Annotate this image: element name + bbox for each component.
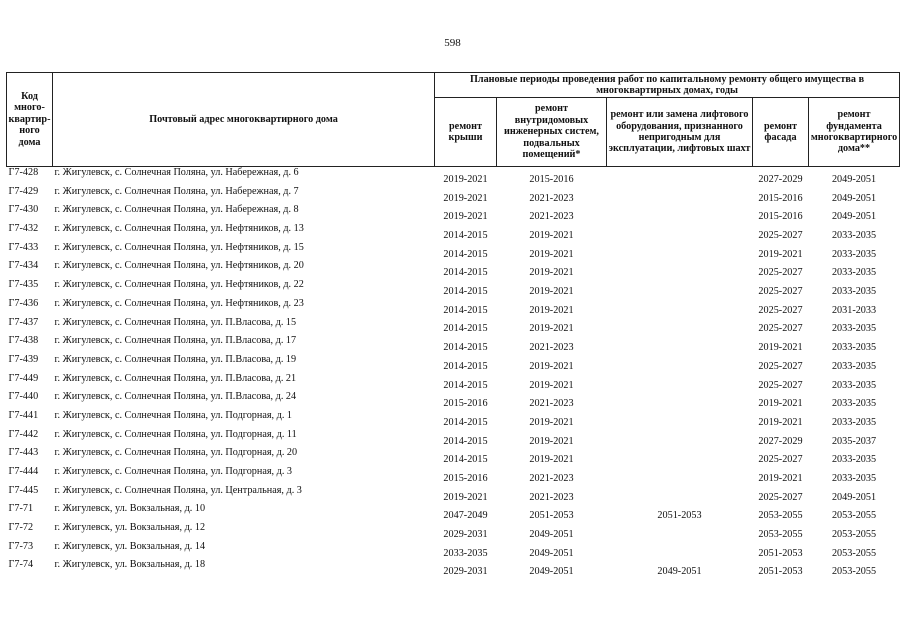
house-code: Г7-74 <box>8 559 34 571</box>
roof-period: 2029-2031 <box>443 566 488 578</box>
roof-period: 2014-2015 <box>443 323 488 335</box>
foundation-period: 2031-2033 <box>831 304 877 316</box>
lift-period <box>607 242 753 261</box>
table-row <box>7 373 900 392</box>
foundation-period: 2049-2051 <box>831 192 877 204</box>
house-address: г. Жигулевск, с. Солнечная Поляна, ул. Нефтяников, д. 13 <box>54 223 304 235</box>
house-code: Г7-440 <box>8 391 39 403</box>
foundation-period: 2053-2055 <box>831 510 877 522</box>
roof-period: 2014-2015 <box>443 379 488 391</box>
header-roof: ремонт крыши <box>435 98 497 167</box>
facade-period: 2019-2021 <box>758 416 803 428</box>
table-row <box>7 279 900 298</box>
facade-period: 2051-2053 <box>758 547 803 559</box>
house-address: г. Жигулевск, с. Солнечная Поляна, ул. Набережная, д. 8 <box>54 204 299 216</box>
header-address: Почтовый адрес многоквартирного дома <box>53 73 435 167</box>
facade-period: 2015-2016 <box>758 211 803 223</box>
foundation-period: 2049-2051 <box>831 211 877 223</box>
lift-period <box>607 279 753 298</box>
house-address: г. Жигулевск, с. Солнечная Поляна, ул. П.Власова, д. 19 <box>54 353 297 365</box>
systems-period: 2019-2021 <box>529 323 574 335</box>
lift-period <box>607 335 753 354</box>
lift-period <box>607 466 753 485</box>
page-number: 598 <box>444 37 461 49</box>
systems-period: 2019-2021 <box>529 416 574 428</box>
roof-period: 2029-2031 <box>443 529 488 541</box>
foundation-period: 2033-2035 <box>831 286 877 298</box>
house-code: Г7-71 <box>8 503 34 515</box>
table-row <box>7 485 900 504</box>
table-row <box>7 260 900 279</box>
roof-period: 2019-2021 <box>443 173 488 185</box>
house-address: г. Жигулевск, ул. Вокзальная, д. 18 <box>54 559 206 571</box>
roof-period: 2014-2015 <box>443 360 488 372</box>
facade-period: 2053-2055 <box>758 529 803 541</box>
systems-period: 2015-2016 <box>529 173 574 185</box>
lift-period: 2051-2053 <box>657 510 702 522</box>
foundation-period: 2033-2035 <box>831 360 877 372</box>
roof-period: 2015-2016 <box>443 398 488 410</box>
house-address: г. Жигулевск, с. Солнечная Поляна, ул. Подгорная, д. 1 <box>54 409 293 421</box>
house-address: г. Жигулевск, с. Солнечная Поляна, ул. Подгорная, д. 11 <box>54 428 297 440</box>
house-address: г. Жигулевск, с. Солнечная Поляна, ул. Нефтяников, д. 23 <box>54 297 304 309</box>
house-address: г. Жигулевск, с. Солнечная Поляна, ул. Центральная, д. 3 <box>54 484 302 496</box>
roof-period: 2014-2015 <box>443 230 488 242</box>
house-address: г. Жигулевск, с. Солнечная Поляна, ул. П.Власова, д. 24 <box>54 391 297 403</box>
table-row <box>7 447 900 466</box>
facade-period: 2027-2029 <box>758 435 803 447</box>
house-code: Г7-437 <box>8 316 39 328</box>
roof-period: 2014-2015 <box>443 435 488 447</box>
systems-period: 2019-2021 <box>529 248 574 260</box>
systems-period: 2021-2023 <box>529 342 574 354</box>
table-row <box>7 466 900 485</box>
house-address: г. Жигулевск, с. Солнечная Поляна, ул. П.Власова, д. 17 <box>54 335 297 347</box>
lift-period <box>607 167 753 186</box>
systems-period: 2021-2023 <box>529 211 574 223</box>
table-body <box>7 167 900 579</box>
table-row <box>7 559 900 578</box>
header-code: Код много-квартир-ного дома <box>7 73 53 167</box>
facade-period: 2025-2027 <box>758 491 803 503</box>
house-code: Г7-444 <box>8 466 39 477</box>
house-code: Г7-441 <box>8 409 39 421</box>
roof-period: 2014-2015 <box>443 248 488 260</box>
facade-period: 2053-2055 <box>758 510 803 522</box>
facade-period: 2019-2021 <box>758 398 803 410</box>
house-address: г. Жигулевск, с. Солнечная Поляна, ул. Подгорная, д. 20 <box>54 447 298 459</box>
facade-period: 2025-2027 <box>758 286 803 298</box>
facade-period: 2025-2027 <box>758 304 803 316</box>
house-code: Г7-433 <box>8 241 39 253</box>
house-code: Г7-439 <box>8 353 39 365</box>
lift-period <box>607 186 753 205</box>
roof-period: 2033-2035 <box>443 547 488 559</box>
systems-period: 2019-2021 <box>529 454 574 466</box>
roof-period: 2014-2015 <box>443 304 488 316</box>
table-row <box>7 335 900 354</box>
table-row <box>7 429 900 448</box>
header-group-title: Плановые периоды проведения работ по капитальному ремонту общего имущества в многоквартирных домах, годы <box>435 73 900 98</box>
table-row <box>7 541 900 560</box>
lift-period <box>607 485 753 504</box>
house-code: Г7-434 <box>8 260 39 272</box>
roof-period: 2014-2015 <box>443 454 488 466</box>
roof-period: 2019-2021 <box>443 211 488 223</box>
systems-period: 2019-2021 <box>529 379 574 391</box>
house-code: Г7-428 <box>8 167 39 178</box>
facade-period: 2025-2027 <box>758 360 803 372</box>
systems-period: 2019-2021 <box>529 304 574 316</box>
table-row <box>7 410 900 429</box>
header-foundation: ремонт фундамента многоквартирного дома** <box>809 98 900 167</box>
systems-period: 2049-2051 <box>529 529 574 541</box>
systems-period: 2049-2051 <box>529 547 574 559</box>
table-row <box>7 354 900 373</box>
table-row <box>7 223 900 242</box>
lift-period <box>607 410 753 429</box>
facade-period: 2051-2053 <box>758 566 803 578</box>
house-address: г. Жигулевск, ул. Вокзальная, д. 10 <box>54 503 206 515</box>
lift-period <box>607 298 753 317</box>
house-code: Г7-429 <box>8 185 39 197</box>
lift-period <box>607 260 753 279</box>
systems-period: 2021-2023 <box>529 472 574 484</box>
roof-period: 2015-2016 <box>443 472 488 484</box>
facade-period: 2025-2027 <box>758 454 803 466</box>
house-code: Г7-72 <box>8 522 34 534</box>
systems-period: 2019-2021 <box>529 267 574 279</box>
foundation-period: 2053-2055 <box>831 547 877 559</box>
foundation-period: 2033-2035 <box>831 379 877 391</box>
house-address: г. Жигулевск, с. Солнечная Поляна, ул. Набережная, д. 7 <box>54 185 299 197</box>
house-address: г. Жигулевск, с. Солнечная Поляна, ул. Нефтяников, д. 15 <box>54 241 304 253</box>
house-code: Г7-432 <box>8 223 39 235</box>
house-code: Г7-436 <box>8 297 39 309</box>
house-address: г. Жигулевск, с. Солнечная Поляна, ул. П.Власова, д. 15 <box>54 316 297 328</box>
roof-period: 2019-2021 <box>443 192 488 204</box>
table-row <box>7 298 900 317</box>
roof-period: 2014-2015 <box>443 416 488 428</box>
house-code: Г7-435 <box>8 279 39 291</box>
lift-period <box>607 354 753 373</box>
foundation-period: 2035-2037 <box>831 435 877 447</box>
house-address: г. Жигулевск, с. Солнечная Поляна, ул. Набережная, д. 6 <box>54 167 299 178</box>
house-code: Г7-442 <box>8 428 39 440</box>
facade-period: 2025-2027 <box>758 230 803 242</box>
foundation-period: 2033-2035 <box>831 454 877 466</box>
table-row <box>7 186 900 205</box>
foundation-period: 2033-2035 <box>831 267 877 279</box>
lift-period: 2049-2051 <box>657 566 702 578</box>
lift-period <box>607 373 753 392</box>
facade-period: 2027-2029 <box>758 173 803 185</box>
house-code: Г7-443 <box>8 447 39 459</box>
lift-period <box>607 391 753 410</box>
house-code: Г7-445 <box>8 484 39 496</box>
lift-period <box>607 317 753 336</box>
house-code: Г7-438 <box>8 335 39 347</box>
roof-period: 2014-2015 <box>443 342 488 354</box>
table-row <box>7 317 900 336</box>
foundation-period: 2033-2035 <box>831 230 877 242</box>
foundation-period: 2033-2035 <box>831 248 877 260</box>
systems-period: 2021-2023 <box>529 192 574 204</box>
facade-period: 2025-2027 <box>758 323 803 335</box>
foundation-period: 2049-2051 <box>831 173 877 185</box>
table-row <box>7 522 900 541</box>
house-code: Г7-73 <box>8 540 34 552</box>
house-address: г. Жигулевск, ул. Вокзальная, д. 12 <box>54 522 206 534</box>
lift-period <box>607 522 753 541</box>
house-code: Г7-449 <box>8 372 39 384</box>
house-address: г. Жигулевск, ул. Вокзальная, д. 14 <box>54 540 206 552</box>
facade-period: 2019-2021 <box>758 472 803 484</box>
foundation-period: 2049-2051 <box>831 491 877 503</box>
lift-period <box>607 204 753 223</box>
house-address: г. Жигулевск, с. Солнечная Поляна, ул. Нефтяников, д. 20 <box>54 260 304 272</box>
table-row <box>7 204 900 223</box>
systems-period: 2021-2023 <box>529 491 574 503</box>
foundation-period: 2033-2035 <box>831 472 877 484</box>
foundation-period: 2053-2055 <box>831 566 877 578</box>
facade-period: 2025-2027 <box>758 379 803 391</box>
lift-period <box>607 447 753 466</box>
table-row <box>7 391 900 410</box>
lift-period <box>607 223 753 242</box>
facade-period: 2019-2021 <box>758 248 803 260</box>
foundation-period: 2053-2055 <box>831 529 877 541</box>
house-address: г. Жигулевск, с. Солнечная Поляна, ул. П.Власова, д. 21 <box>54 372 297 384</box>
systems-period: 2019-2021 <box>529 230 574 242</box>
table-row <box>7 167 900 186</box>
facade-period: 2019-2021 <box>758 342 803 354</box>
systems-period: 2021-2023 <box>529 398 574 410</box>
foundation-period: 2033-2035 <box>831 398 877 410</box>
table-row <box>7 242 900 261</box>
house-address: г. Жигулевск, с. Солнечная Поляна, ул. Подгорная, д. 3 <box>54 466 293 477</box>
foundation-period: 2033-2035 <box>831 416 877 428</box>
header-facade: ремонт фасада <box>753 98 809 167</box>
roof-period: 2014-2015 <box>443 267 488 279</box>
systems-period: 2019-2021 <box>529 360 574 372</box>
header-lift: ремонт или замена лифтового оборудования, признанного непригодным для эксплуатации, лифтовых шахт <box>607 98 753 167</box>
roof-period: 2047-2049 <box>443 510 488 522</box>
header-systems: ремонт внутридомовых инженерных систем, подвальных помещений* <box>497 98 607 167</box>
systems-period: 2019-2021 <box>529 286 574 298</box>
systems-period: 2049-2051 <box>529 566 574 578</box>
table-row <box>7 503 900 522</box>
systems-period: 2019-2021 <box>529 435 574 447</box>
roof-period: 2019-2021 <box>443 491 488 503</box>
roof-period: 2014-2015 <box>443 286 488 298</box>
systems-period: 2051-2053 <box>529 510 574 522</box>
facade-period: 2025-2027 <box>758 267 803 279</box>
lift-period <box>607 429 753 448</box>
foundation-period: 2033-2035 <box>831 342 877 354</box>
repair-schedule-table <box>6 72 900 578</box>
lift-period <box>607 541 753 560</box>
house-code: Г7-430 <box>8 204 39 216</box>
facade-period: 2015-2016 <box>758 192 803 204</box>
house-address: г. Жигулевск, с. Солнечная Поляна, ул. Нефтяников, д. 22 <box>54 279 304 291</box>
foundation-period: 2033-2035 <box>831 323 877 335</box>
